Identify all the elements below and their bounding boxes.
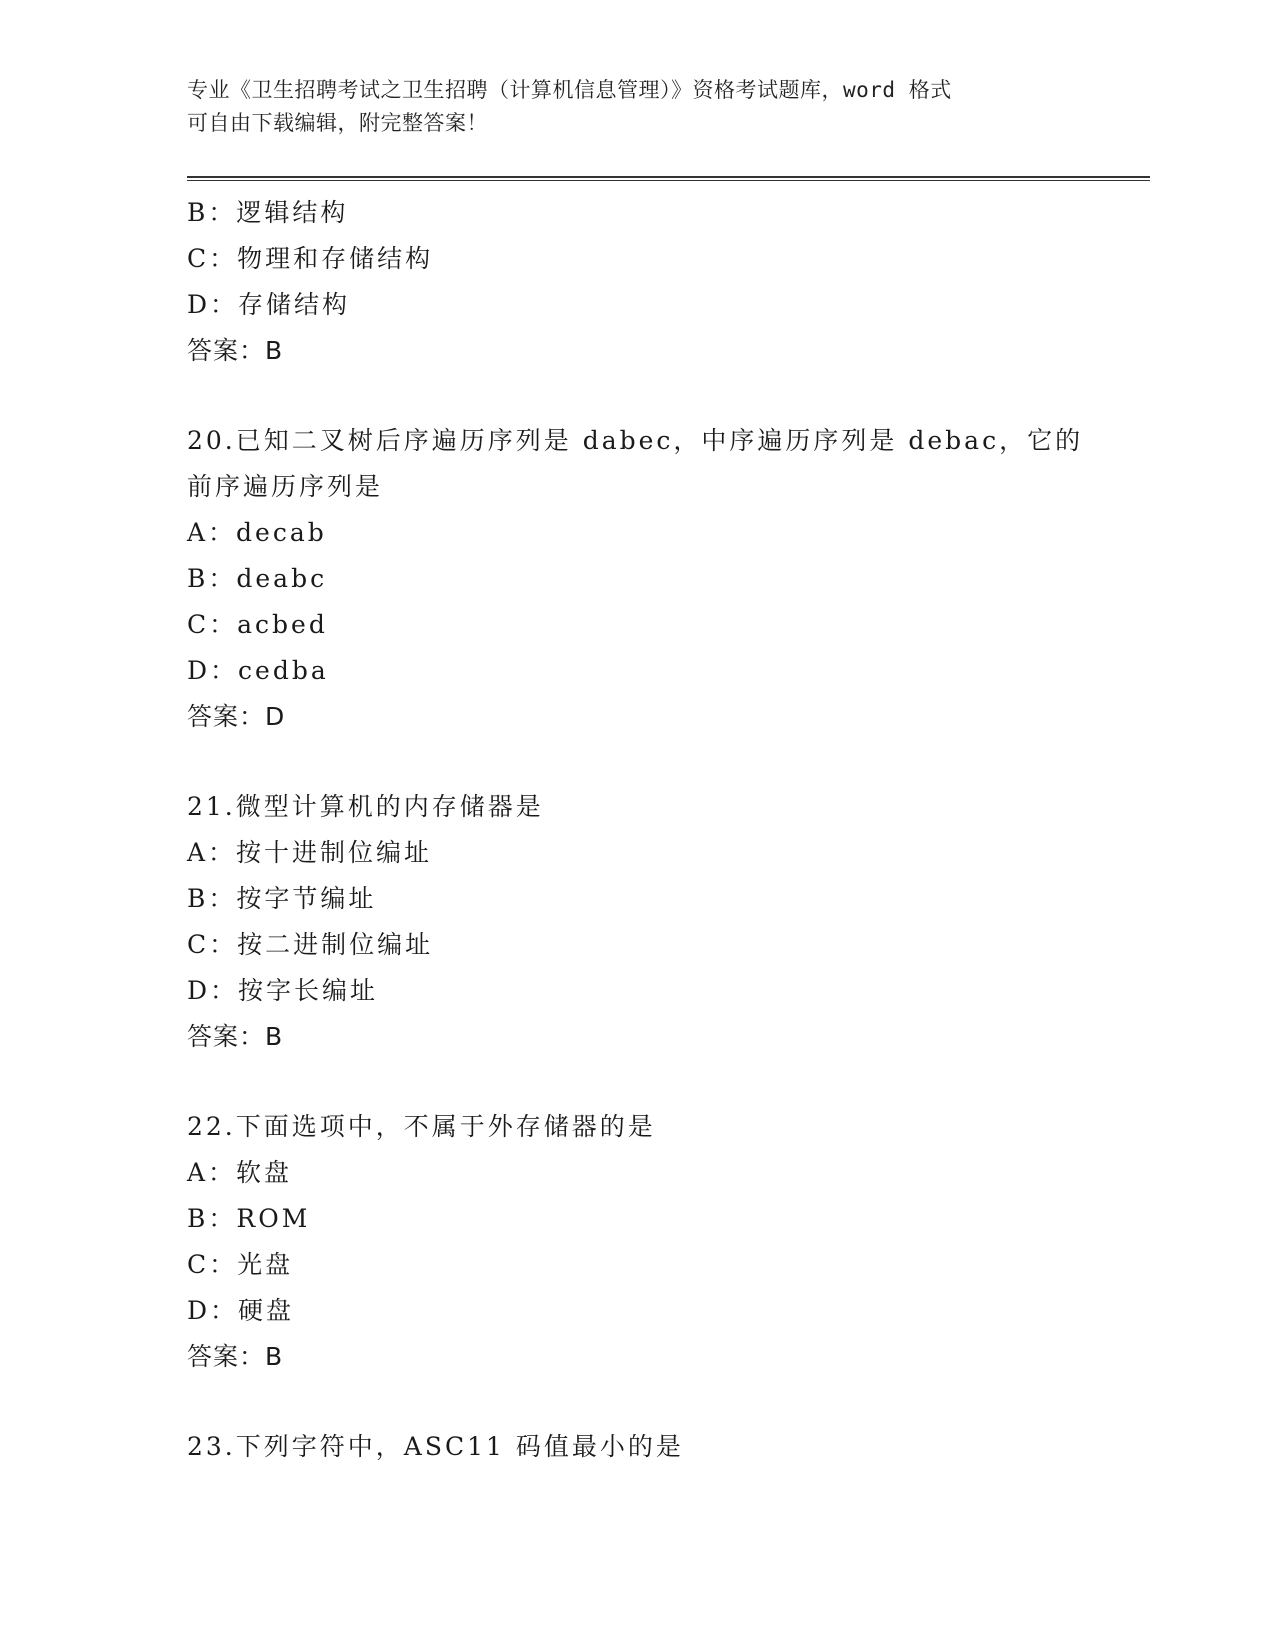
option-c: C：按二进制位编址 xyxy=(187,930,434,959)
question-stem: 23.下列字符中，ASC11 码值最小的是 xyxy=(187,1432,684,1461)
option-c: C：物理和存储结构 xyxy=(187,244,434,273)
header-line-1: 专业《卫生招聘考试之卫生招聘（计算机信息管理）》资格考试题库，word 格式 xyxy=(187,78,952,102)
question-stem-line-1: 20.已知二叉树后序遍历序列是 dabec，中序遍历序列是 debac，它的 xyxy=(187,426,1084,455)
page-header xyxy=(187,74,1067,140)
option-b: B：deabc xyxy=(187,564,328,593)
option-b: B：ROM xyxy=(187,1204,311,1233)
question-22 xyxy=(187,1104,1087,1380)
option-d: D：按字长编址 xyxy=(187,976,379,1005)
option-a: A：软盘 xyxy=(187,1158,293,1187)
option-d: D：cedba xyxy=(187,656,329,685)
question-stem: 22.下面选项中，不属于外存储器的是 xyxy=(187,1112,656,1141)
option-c: C：光盘 xyxy=(187,1250,294,1279)
question-23 xyxy=(187,1424,1087,1470)
question-stem: 21.微型计算机的内存储器是 xyxy=(187,792,544,821)
answer: 答案：B xyxy=(187,1022,284,1051)
answer: 答案：D xyxy=(187,702,286,731)
answer: 答案：B xyxy=(187,1342,284,1371)
option-d: D：存储结构 xyxy=(187,290,351,319)
header-divider xyxy=(187,176,1150,181)
option-b: B：逻辑结构 xyxy=(187,198,349,227)
option-d: D：硬盘 xyxy=(187,1296,295,1325)
option-a: A：按十进制位编址 xyxy=(187,838,433,867)
question-21 xyxy=(187,784,1087,1060)
option-a: A：decab xyxy=(187,518,327,547)
header-line-2: 可自由下载编辑，附完整答案！ xyxy=(187,111,488,135)
option-b: B：按字节编址 xyxy=(187,884,377,913)
prev-question-tail xyxy=(187,190,1087,374)
question-list xyxy=(187,190,1087,1470)
option-c: C：acbed xyxy=(187,610,328,639)
question-stem-line-2: 前序遍历序列是 xyxy=(187,472,384,501)
answer: 答案：B xyxy=(187,336,284,365)
question-20 xyxy=(187,418,1087,740)
